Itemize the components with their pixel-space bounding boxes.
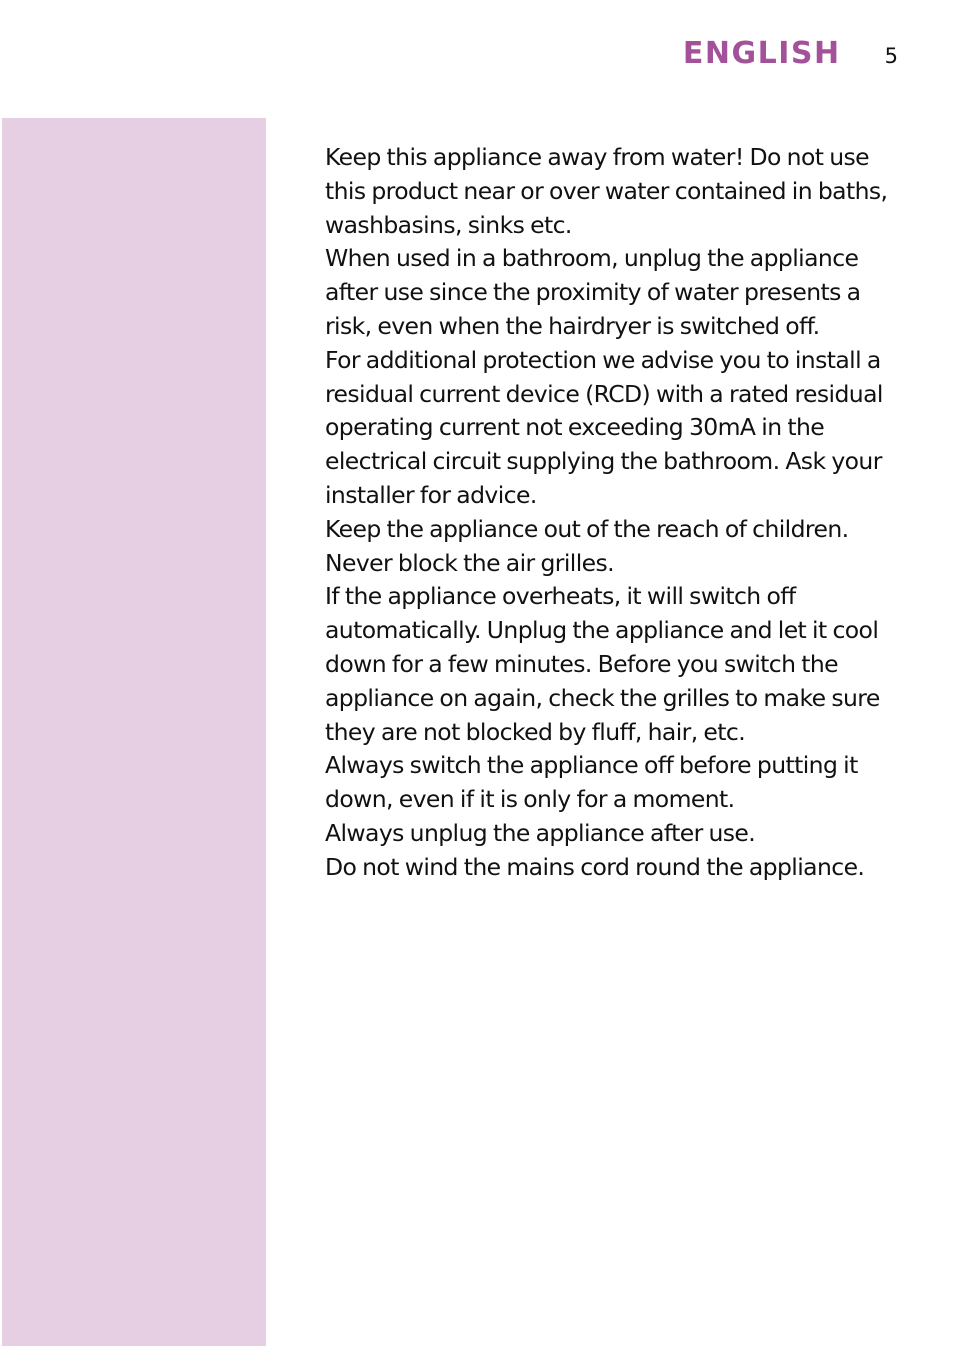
paragraph-unplug-after-use: Always unplug the appliance after use. <box>325 818 756 847</box>
paragraph-bathroom-unplug: When used in a bathroom, unplug the appliance after use since the proximity of water presents a risk, even when the hairdryer is switched off. <box>325 244 861 340</box>
paragraph-rcd-protection: For additional protection we advise you to install a residual current device (RCD) with a rated residual operating current not exceeding 30mA in the electrical circuit supplying the bathroom. Ask your installer for advice. <box>325 345 883 509</box>
paragraph-water-warning: Keep this appliance away from water! Do not use this product near or over water contained in baths, washbasins, sinks etc. <box>325 143 888 239</box>
paragraph-children: Keep the appliance out of the reach of children. <box>325 514 849 543</box>
page-number: 5 <box>884 44 898 68</box>
body-text <box>325 141 905 885</box>
paragraph-mains-cord: Do not wind the mains cord round the appliance. <box>325 852 865 881</box>
paragraph-switch-off: Always switch the appliance off before putting it down, even if it is only for a moment. <box>325 751 858 814</box>
paragraph-overheat: If the appliance overheats, it will switch off automatically. Unplug the appliance and let it cool down for a few minutes. Before you switch the appliance on again, check the grilles to make sure they are not blocked by fluff, hair, etc. <box>325 582 880 746</box>
sidebar-color-band <box>2 118 266 1346</box>
section-title: ENGLISH <box>682 36 841 71</box>
page-header <box>683 36 898 71</box>
paragraph-air-grilles: Never block the air grilles. <box>325 548 614 577</box>
